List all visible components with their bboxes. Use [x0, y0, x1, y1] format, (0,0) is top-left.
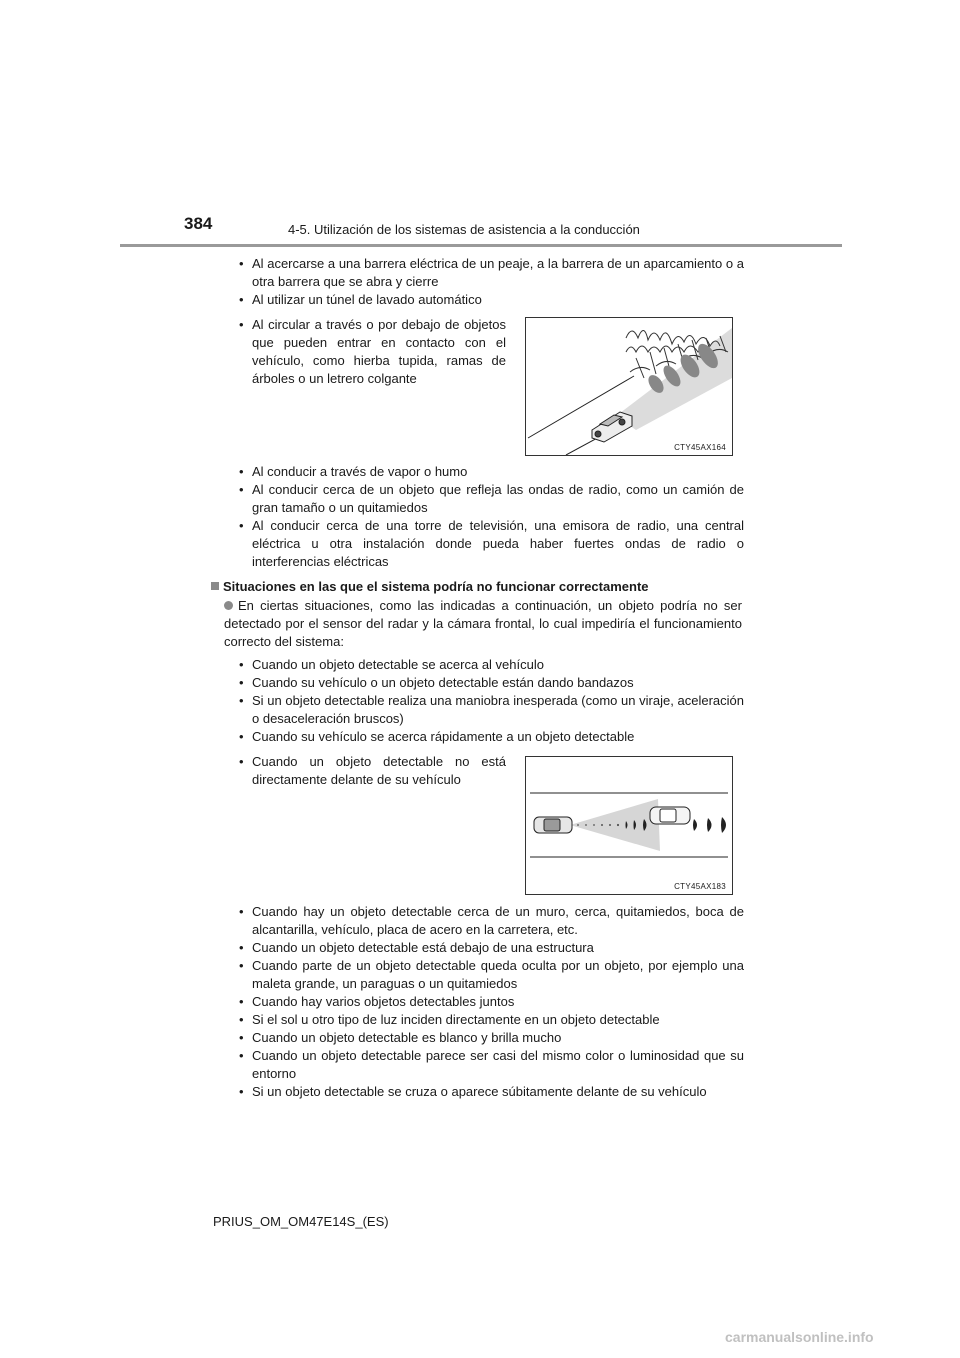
list-item: • Al conducir a través de vapor o humo [238, 463, 744, 481]
figure-code: CTY45AX183 [674, 882, 726, 891]
bullet-list-c [238, 463, 744, 571]
list-item: • Cuando un objeto detectable se acerca al vehículo [238, 656, 744, 674]
square-bullet-icon [211, 582, 219, 590]
list-item: • Si el sol u otro tipo de luz inciden directamente en un objeto detectable [238, 1011, 744, 1029]
list-item: • Si un objeto detectable se cruza o aparece súbitamente delante de su vehículo [238, 1083, 744, 1101]
watermark: carmanualsonline.info [725, 1329, 874, 1345]
bullet-list-b [238, 316, 506, 388]
list-item: • Cuando hay varios objetos detectables juntos [238, 993, 744, 1011]
list-item: • Al acercarse a una barrera eléctrica de un peaje, a la barrera de un aparcamiento o a otra barrera que se abra y cierre [238, 255, 744, 291]
list-item: • Al conducir cerca de una torre de televisión, una emisora de radio, una central eléctrica u otra instalación donde pueda haber fuertes ondas de radio o interferencias eléctricas [238, 517, 744, 571]
list-item: • Cuando parte de un objeto detectable queda oculta por un objeto, por ejemplo una maleta grande, un paraguas o un quitamiedos [238, 957, 744, 993]
section-title: 4-5. Utilización de los sistemas de asistencia a la conducción [288, 222, 640, 237]
list-item: • Cuando un objeto detectable está debajo de una estructura [238, 939, 744, 957]
list-item: • Cuando un objeto detectable es blanco y brilla mucho [238, 1029, 744, 1047]
circle-bullet-icon [224, 601, 233, 610]
document-code: PRIUS_OM_OM47E14S_(ES) [213, 1214, 389, 1229]
offset-vehicle-illustration [526, 757, 732, 894]
list-item: • Al circular a través o por debajo de objetos que pueden entrar en contacto con el vehículo, como hierba tupida, ramas de árboles o un letrero colgante [238, 316, 506, 388]
list-item: • Al utilizar un túnel de lavado automático [238, 291, 744, 309]
list-item: • Cuando un objeto detectable parece ser casi del mismo color o luminosidad que su entorno [238, 1047, 744, 1083]
bullet-list-f [238, 903, 744, 1101]
list-item: • Cuando un objeto detectable no está directamente delante de su vehículo [238, 753, 506, 789]
list-item: • Cuando su vehículo o un objeto detectable están dando bandazos [238, 674, 744, 692]
page-number: 384 [184, 214, 213, 233]
bullet-list-d [238, 656, 744, 746]
list-item: • Si un objeto detectable realiza una maniobra inesperada (como un viraje, aceleración o desaceleración bruscos) [238, 692, 744, 728]
section-heading: Situaciones en las que el sistema podría no funcionar correctamente [211, 578, 649, 596]
section-paragraph: En ciertas situaciones, como las indicadas a continuación, un objeto podría no ser detectado por el sensor del radar y la cámara frontal, lo cual impediría el funcionamiento correcto del sistema: [224, 598, 742, 649]
figure-offset-target [525, 756, 733, 895]
figure-code: CTY45AX164 [674, 443, 726, 452]
list-item: • Al conducir cerca de un objeto que refleja las ondas de radio, como un camión de gran tamaño o un quitamiedos [238, 481, 744, 517]
header-rule [120, 244, 842, 247]
list-item: • Cuando hay un objeto detectable cerca de un muro, cerca, quitamiedos, boca de alcantarilla, vehículo, placa de acero en la carretera, etc. [238, 903, 744, 939]
figure-overhanging-objects [525, 317, 733, 456]
list-item: • Cuando su vehículo se acerca rápidamente a un objeto detectable [238, 728, 744, 746]
car-under-branches-illustration [526, 318, 732, 455]
bullet-list-a [238, 255, 744, 309]
bullet-list-e [238, 753, 506, 789]
